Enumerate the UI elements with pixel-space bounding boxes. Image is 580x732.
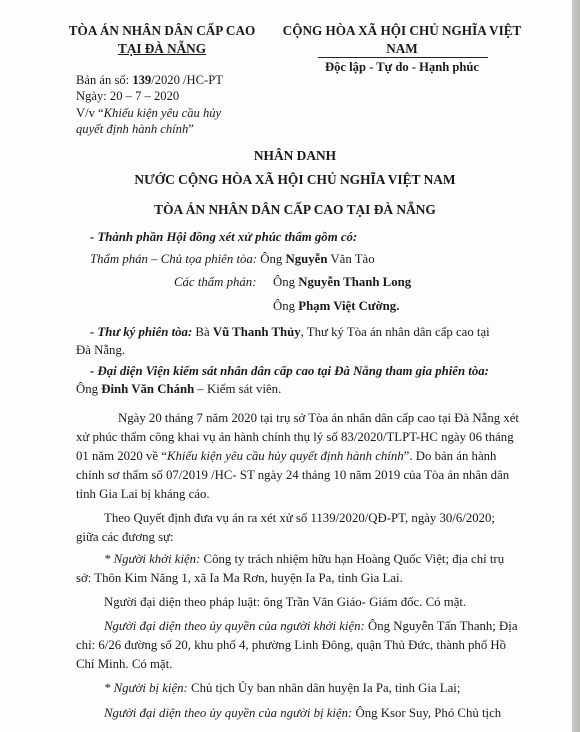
country-name: CỘNG HÒA XÃ HỘI CHỦ NGHĨA VIỆT NAM: [282, 23, 522, 56]
procuracy-line: Ông Đinh Văn Chánh – Kiểm sát viên.: [76, 382, 282, 396]
court-name-line2: TẠI ĐÀ NẴNG: [118, 41, 206, 56]
procuracy-heading: - Đại diện Viện kiểm sát nhân dân cấp cao tại Đà Nẵng tham gia phiên tòa:: [90, 364, 489, 378]
plaintiff-proxy-address: chỉ: 6/26 đường số 20, khu phố 4, phường Linh Đông, quận Thủ Đức, thành phố Hồ: [76, 638, 507, 652]
legal-representative: Người đại diện theo pháp luật: ông Trần Văn Giáo- Giám đốc. Có mặt.: [104, 595, 467, 609]
clerk-line: - Thư ký phiên tòa: Bà Vũ Thanh Thủy, Thư ký Tòa án nhân dân cấp cao tại: [90, 325, 490, 339]
judgment-date: Ngày: 20 – 7 – 2020: [76, 89, 180, 104]
defendant-proxy-line: Người đại diện theo ủy quyền của người bị kiện: Ông Ksor Suy, Phó Chủ tịch: [104, 706, 502, 720]
defendant-line: * Người bị kiện: Chủ tịch Ủy ban nhân dân huyện Ia Pa, tỉnh Gia Lai;: [104, 681, 461, 695]
plaintiff-proxy-address-2: Chí Minh. Có mặt.: [76, 657, 173, 671]
judgment-subject-cont: quyết định hành chính”: [76, 121, 194, 136]
plaintiff-proxy-line: Người đại diện theo ủy quyền của người khởi kiện: Ông Nguyễn Tấn Thanh; Địa: [104, 619, 518, 633]
page-edge-shadow: [572, 0, 580, 732]
plaintiff-address: sở: Thôn Kim Năng 1, xã Ia Ma Rơn, huyện Ia Pa, tỉnh Gia Lai.: [76, 571, 403, 585]
title-in-the-name: NHÂN DANH: [253, 148, 337, 163]
judgment-number: 139: [132, 73, 152, 87]
body-p1-l5: tỉnh Gia Lai bị kháng cáo.: [76, 487, 210, 501]
body-p1-l1: Ngày 20 tháng 7 năm 2020 tại trụ sở Tòa án nhân dân cấp cao tại Đà Nẵng xét: [118, 411, 519, 425]
body-p2-l1: Theo Quyết định đưa vụ án ra xét xử số 1139/2020/QĐ-PT, ngày 30/6/2020;: [104, 511, 495, 525]
body-p2-l2: giữa các đương sự:: [76, 530, 174, 544]
judge-2: Ông Phạm Việt Cường.: [273, 299, 400, 313]
judgment-number-line: Bản án số: 139/2020 /HC-PT: [76, 73, 223, 87]
body-p1-l2: xử phúc thẩm công khai vụ án hành chính thụ lý số 83/2020/TLPT-HC ngày 06 tháng: [76, 430, 514, 444]
country-motto: Độc lập - Tự do - Hạnh phúc: [325, 60, 479, 74]
body-p1-l4: chính sơ thẩm số 07/2019 /HC- ST ngày 24 tháng 10 năm 2019 của Tòa án nhân dân: [76, 468, 510, 482]
clerk-name: Vũ Thanh Thủy: [212, 325, 301, 339]
judgment-meta: [76, 72, 223, 137]
procurator-name: Đinh Văn Chánh: [101, 382, 195, 396]
body-p1-l3: 01 năm 2020 về “Khiếu kiện yêu cầu hủy quyết định hành chính”. Do bản án hành: [76, 449, 497, 463]
title-court: TÒA ÁN NHÂN DÂN CẤP CAO TẠI ĐÀ NẴNG: [154, 202, 436, 217]
panel-heading: - Thành phần Hội đồng xét xử phúc thẩm gồm có:: [90, 230, 358, 244]
judge-1: Ông Nguyễn Thanh Long: [273, 275, 412, 289]
judges-label: Các thẩm phán:: [174, 275, 257, 289]
judgment-subject: V/v “Khiếu kiện yêu cầu hủy: [76, 105, 222, 120]
motto-underline: [318, 57, 488, 58]
clerk-line-2: Đà Nẵng.: [76, 343, 126, 357]
presiding-judge-name: Nguyễn: [285, 252, 328, 266]
country-header: [268, 22, 536, 76]
court-name-line1: TÒA ÁN NHÂN DÂN CẤP CAO: [68, 23, 256, 38]
court-header: [62, 22, 262, 58]
plaintiff-line: * Người khởi kiện: Công ty trách nhiệm hữu hạn Hoàng Quốc Việt; địa chỉ trụ: [104, 552, 505, 566]
presiding-judge-line: Thẩm phán – Chủ tọa phiên tòa: Ông Nguyễn Văn Tào: [90, 252, 375, 266]
title-country: NƯỚC CỘNG HÒA XÃ HỘI CHỦ NGHĨA VIỆT NAM: [134, 172, 456, 187]
